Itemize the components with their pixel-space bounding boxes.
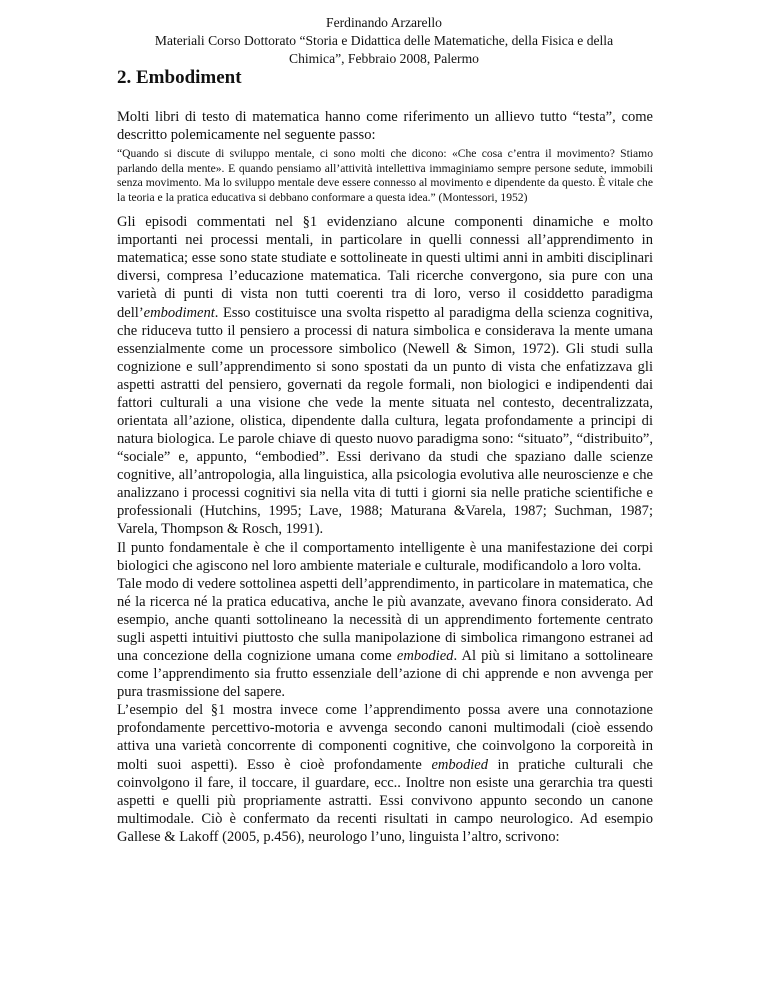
header-course-line: Materiali Corso Dottorato “Storia e Didattica delle Matematiche, della Fisica e della <box>154 33 614 48</box>
page-header <box>110 14 658 68</box>
paragraph-intelligent-behaviour: Il punto fondamentale è che il comportamento intelligente è una manifestazione dei corpi biologici che agiscono nel loro ambiente materiale e culturale, modificandolo a loro volta. <box>117 539 653 574</box>
paragraph-text: Gli episodi commentati nel §1 evidenziano alcune componenti dinamiche e molto importanti nei processi mentali, in particolare in quelli connessi all’apprendimento in matematica; esse sono state studiate e sottolineate in questi ultimi anni in ambiti disciplinari diversi, compresa l’educazione matematica. Tali ricerche convergono, sia pure con una varietà di punti di vista non tutti coerenti tra di loro, verso il cosiddetto paradigma dell’ <box>117 214 653 321</box>
paragraph-embodiment-paradigm <box>117 213 653 538</box>
intro-paragraph: Molti libri di testo di matematica hanno come riferimento un allievo tutto “testa”, come descritto polemicamente nel seguente passo: <box>117 109 653 144</box>
header-course-line-continued: Chimica”, Febbraio 2008, Palermo <box>289 51 479 66</box>
emphasis-term: embodied <box>396 648 454 665</box>
paragraph-text: . Al più si limitano a sottolineare come l’apprendimento sia frutto essenziale dell’azione di chi apprende e non avvenga per pura trasmissione del sapere. <box>117 648 653 701</box>
paragraph-text: . Esso costituisce una svolta rispetto al paradigma della scienza cognitiva, che riduceva tutto il pensiero a processi di natura simbolica e considerava la mente umana essenzialmente come un processore simbolico (Newell & Simon, 1972). Gli studi sulla cognizione e sull’apprendimento si sono spostati da un punto di vista che enfatizzava gli aspetti astratti del pensiero, governati da regole formali, non biologici e indipendenti dai fattori culturali a una visione che vede la mente situata nel contesto, decentralizzata, orientata all’azione, olistica, dipendente dalla cultura, legata profondamente a principi di natura biologica. Le parole chiave di questo nuovo paradigma sono: “situato”, “distribuito”, “sociale” e, appunto, “embodied”. Essi derivano da studi che spaziano dalle scienze cognitive, all’antropologia, alla linguistica, alla psicologia evolutiva alle neuroscienze e che analizzano i processi cognitivi sia nella vita di tutti i giorni sia nelle pratiche scientifiche e professionali (Hutchins, 1995; Lave, 1988; Maturana &Varela, 1987; Suchman, 1987; Varela, Thompson & Rosch, 1991). <box>117 304 653 538</box>
emphasis-term: embodied <box>431 756 488 773</box>
paragraph-text: Tale modo di vedere sottolinea aspetti dell’apprendimento, in particolare in matematica, che né la ricerca né la pratica educativa, anche le più avanzate, avevano finora considerato. Ad esempio, anche quanti sottolineano la necessità di un apprendimento fortemente centrato sugli aspetti intuitivi piuttosto che sulla manipolazione di simbolica rimangono estranei ad una concezione della cognizione umana come <box>117 575 653 665</box>
section-body <box>117 108 653 846</box>
paragraph-multimodal-learning <box>117 701 653 846</box>
paragraph-text: in pratiche culturali che coinvolgono il fare, il toccare, il guardare, ecc.. Inoltre non esiste una gerarchia tra questi aspetti e quelli più propriamente astratti. Essi convivono appunto secondo un canone multimodale. Ciò è confermato da recenti risultati in campo neurologico. Ad esempio Gallese & Lakoff (2005, p.456), neurologo l’uno, linguista l’altro, scrivono: <box>117 756 653 845</box>
section-title: 2. Embodiment <box>117 67 242 88</box>
paragraph-text: L’esempio del §1 mostra invece come l’apprendimento possa avere una connotazione profondamente percettivo-motoria e avvenga secondo canoni multimodali (cioè essendo attiva una varietà concorrente di componenti cognitive, che coinvolgono la corporeità in molti suoi aspetti). Esso è cioè profondamente <box>117 702 653 773</box>
paragraph-learning-aspects <box>117 575 653 702</box>
emphasis-term: embodiment <box>143 304 215 321</box>
header-author: Ferdinando Arzarello <box>326 15 442 30</box>
montessori-quote: “Quando si discute di sviluppo mentale, ci sono molti che dicono: «Che cosa c’entra il movimento? Stiamo parlando della mente». E quando pensiamo all’attività intellettiva immaginiamo sempre persone sedute, immobili senza movimento. Ma lo sviluppo mentale deve essere connesso al movimento e dipendente da questo. È vitale che la teoria e la pratica educativa si debbano conformare a questa idea.” (Montessori, 1952) <box>117 147 653 204</box>
